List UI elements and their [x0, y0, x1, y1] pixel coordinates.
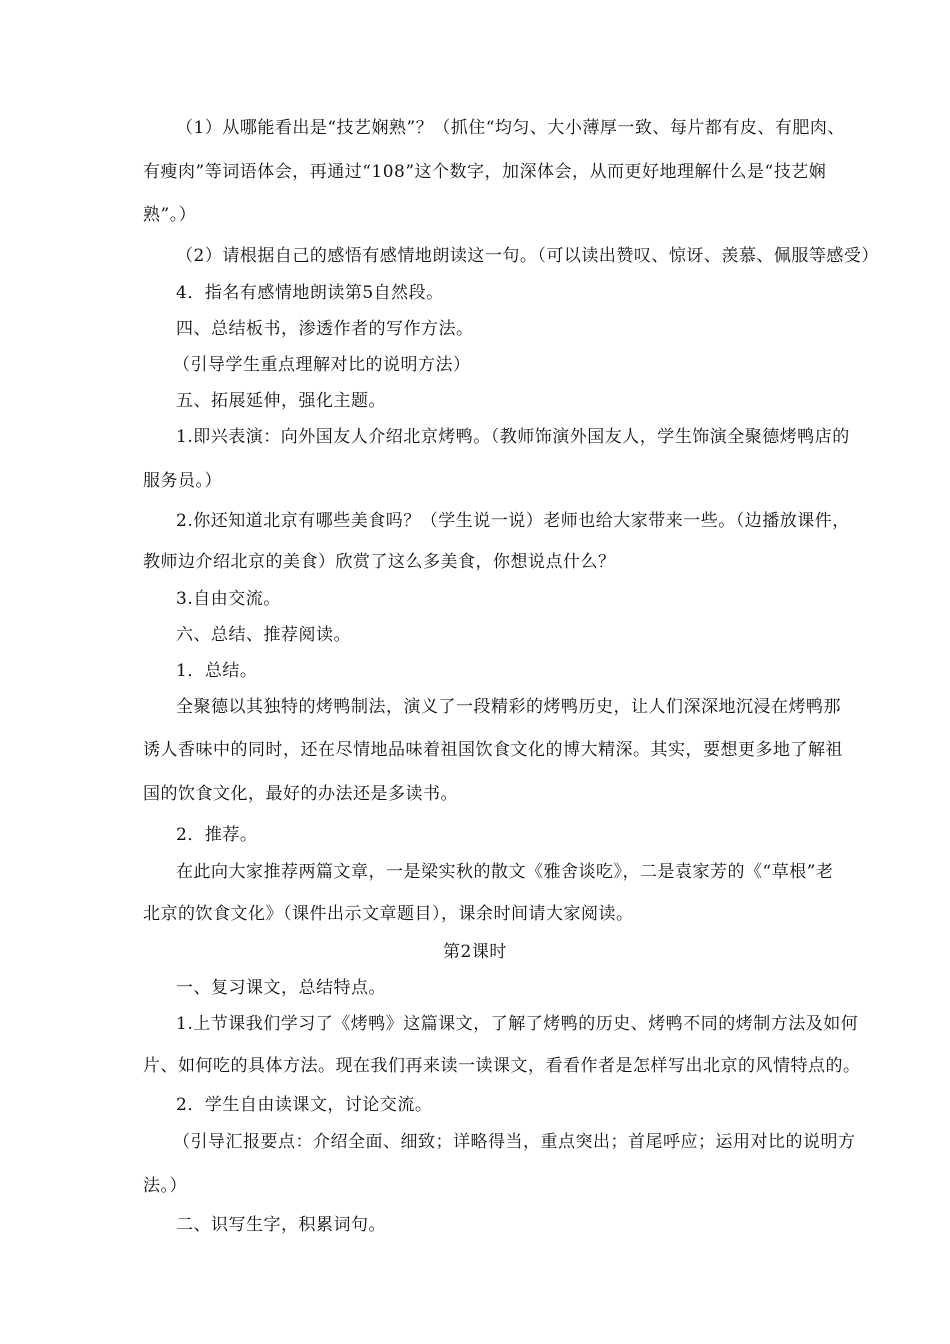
paragraph-line: 2.你还知道北京有哪些美食吗？（学生说一说）老师也给大家带来一些。（边播放课件， — [176, 511, 850, 531]
paragraph-line: 在此向大家推荐两篇文章，一是梁实秋的散文《雅舍谈吃》，二是袁家芳的《“草根”老 — [176, 862, 834, 882]
section-heading: 二、识写生字，积累词句。 — [176, 1215, 386, 1235]
paragraph-line: 3.自由交流。 — [176, 589, 281, 609]
section-heading: 五、拓展延伸，强化主题。 — [176, 391, 386, 411]
paragraph-line: 服务员。） — [143, 471, 222, 491]
paragraph-line: 4．指名有感情地朗读第5自然段。 — [176, 283, 444, 303]
paragraph-line: 2．学生自由读课文，讨论交流。 — [176, 1095, 433, 1115]
paragraph-line: 2．推荐。 — [176, 825, 258, 845]
paragraph-line: 教师边介绍北京的美食）欣赏了这么多美食，你想说点什么？ — [143, 552, 616, 572]
paragraph-line: 国的饮食文化，最好的办法还是多读书。 — [143, 784, 458, 804]
paragraph-line: 诱人香味中的同时，还在尽情地品味着祖国饮食文化的博大精深。其实，要想更多地了解祖 — [143, 740, 843, 760]
paragraph-line: 1.即兴表演：向外国友人介绍北京烤鸭。（教师饰演外国友人，学生饰演全聚德烤鸭店的 — [176, 427, 850, 447]
lesson-title: 第2课时 — [443, 942, 507, 962]
paragraph-line: （2）请根据自己的感悟有感情地朗读这一句。（可以读出赞叹、惊讶、羡慕、佩服等感受） — [176, 246, 879, 266]
paragraph-line: 1．总结。 — [176, 661, 258, 681]
paragraph-line: 全聚德以其独特的烤鸭制法，演义了一段精彩的烤鸭历史，让人们深深地沉浸在烤鸭那 — [176, 697, 841, 717]
paragraph-line: （引导学生重点理解对比的说明方法） — [173, 355, 471, 375]
paragraph-line: （引导汇报要点：介绍全面、细致；详略得当，重点突出；首尾呼应；运用对比的说明方 — [173, 1132, 856, 1152]
section-heading: 六、总结、推荐阅读。 — [176, 625, 351, 645]
section-heading: 四、总结板书，渗透作者的写作方法。 — [176, 319, 474, 339]
paragraph-line: （1）从哪能看出是“技艺娴熟”？（抓住“均匀、大小薄厚一致、每片都有皮、有肥肉、 — [176, 118, 845, 138]
paragraph-line: 1.上节课我们学习了《烤鸭》这篇课文，了解了烤鸭的历史、烤鸭不同的烤制方法及如何 — [176, 1014, 859, 1034]
paragraph-line: 有瘦肉”等词语体会，再通过“108”这个数字，加深体会，从而更好地理解什么是“技艺娴 — [143, 162, 827, 182]
paragraph-line: 北京的饮食文化》（课件出示文章题目），课余时间请大家阅读。 — [143, 904, 634, 924]
paragraph-line: 法。） — [143, 1176, 187, 1196]
paragraph-line: 熟”。） — [143, 205, 197, 225]
section-heading: 一、复习课文，总结特点。 — [176, 978, 386, 998]
paragraph-line: 片、如何吃的具体方法。现在我们再来读一读课文，看看作者是怎样写出北京的风情特点的。 — [143, 1056, 861, 1076]
